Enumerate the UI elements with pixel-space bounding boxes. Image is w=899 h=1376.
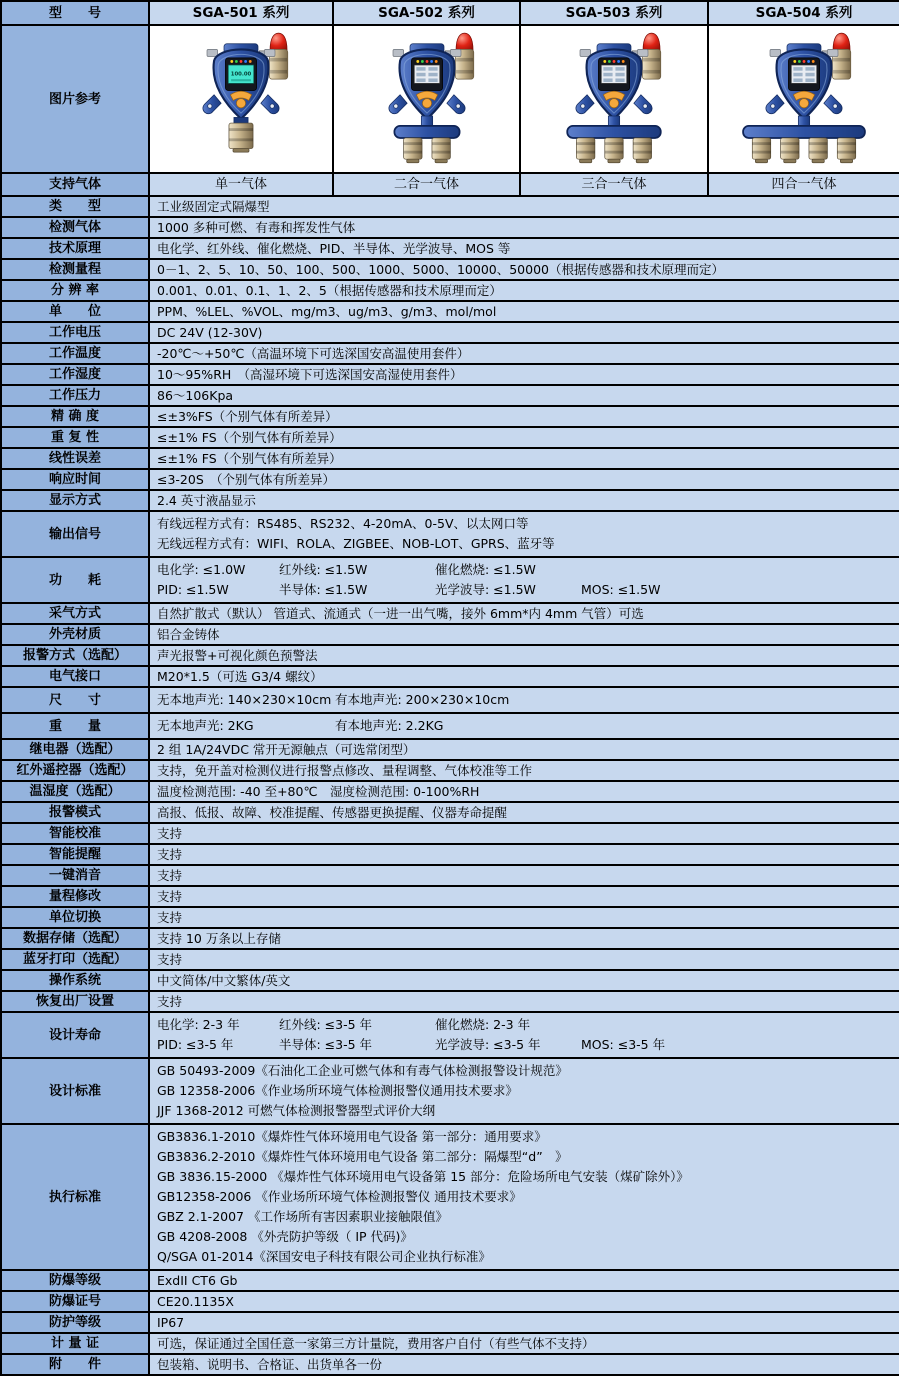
sga-504-detector-photo [708,25,899,173]
row-value [149,1124,899,1270]
row-value: 支持，免开盖对检测仪进行报警点修改、量程调整、气体校准等工作 [149,760,899,781]
row-value: 声光报警+可视化颜色预警法 [149,645,899,666]
row-label: 单位切换 [1,907,149,928]
spec-row [1,865,899,886]
spec-row [1,1058,899,1124]
row-label: 工作压力 [1,385,149,406]
row-value: 支持 [149,949,899,970]
svg-text:100.00: 100.00 [230,71,252,78]
spec-row [1,645,899,666]
model-name-sga-502: SGA-502 系列 [333,1,520,25]
spec-row [1,322,899,343]
value-segment: PID: ≤1.5W [157,582,229,597]
row-label: 精 确 度 [1,406,149,427]
row-label: 外壳材质 [1,624,149,645]
row-value: ≤±1% FS（个别气体有所差异） [149,427,899,448]
spec-row [1,713,899,739]
row-label: 量程修改 [1,886,149,907]
detector-svg [353,31,501,167]
row-value: ≤±1% FS（个别气体有所差异） [149,448,899,469]
value-segment: 无本地声光: 2KG [157,718,254,733]
row-label: 分 辨 率 [1,280,149,301]
gas-detector-illustration-2-sensors [353,89,501,108]
row-value: -20℃～+50℃（高温环境下可选深国安高温使用套件） [149,343,899,364]
row-value: 0.001、0.01、0.1、1、2、5（根据传感器和技术原理而定） [149,280,899,301]
row-value [149,1012,899,1058]
spec-row [1,448,899,469]
row-label: 检测量程 [1,259,149,280]
image-row [1,25,899,173]
spec-row [1,469,899,490]
spec-row [1,217,899,238]
value-line: GBZ 2.1-2007 《工作场所有害因素职业接触限值》 [157,1209,448,1224]
model-header-row [1,1,899,25]
gas-detector-illustration-4-sensors [730,89,878,108]
row-label: 附 件 [1,1354,149,1375]
row-value: IP67 [149,1312,899,1333]
value-line: GB 4208-2008 《外壳防护等级（ IP 代码)》 [157,1229,413,1244]
spec-row [1,603,899,624]
value-segment: MOS: ≤3-5 年 [581,1037,666,1052]
value-line [157,580,892,600]
row-label: 功 耗 [1,557,149,603]
value-line: 无线远程方式有：WIFI、ROLA、ZIGBEE、NOB-LOT、GPRS、蓝牙等 [157,536,555,551]
row-label: 数据存储（选配） [1,928,149,949]
spec-row [1,1333,899,1354]
row-value: DC 24V (12-30V) [149,322,899,343]
value-segment: 红外线: ≤1.5W [279,562,368,577]
row-label: 设计标准 [1,1058,149,1124]
row-value: 中文简体/中文繁体/英文 [149,970,899,991]
row-label: 报警方式（选配） [1,645,149,666]
value-segment: 光学波导: ≤1.5W [435,582,536,597]
model-name-sga-501: SGA-501 系列 [149,1,333,25]
row-label: 工作湿度 [1,364,149,385]
value-segment: 红外线: ≤3-5 年 [279,1017,373,1032]
spec-row [1,364,899,385]
row-label: 线性误差 [1,448,149,469]
spec-row [1,1124,899,1270]
row-label: 检测气体 [1,217,149,238]
row-label: 智能校准 [1,823,149,844]
row-label: 尺 寸 [1,687,149,713]
value-segment: 电化学: 2-3 年 [157,1017,240,1032]
row-value: ExdII CT6 Gb [149,1270,899,1291]
row-value: 1000 多种可燃、有毒和挥发性气体 [149,217,899,238]
value-line: GB3836.2-2010《爆炸性气体环境用电气设备 第二部分：隔爆型“d” 》 [157,1149,568,1164]
spec-row [1,949,899,970]
spec-row [1,511,899,557]
value-segment: 无本地声光: 140×230×10cm [157,692,332,707]
row-value: 2.4 英寸液晶显示 [149,490,899,511]
row-label: 一键消音 [1,865,149,886]
row-value: 温度检测范围: -40 至+80℃ 湿度检测范围: 0-100%RH [149,781,899,802]
spec-row [1,970,899,991]
spec-row [1,238,899,259]
value-line [157,690,892,710]
detector-svg [540,31,688,167]
value-line: GB12358-2006 《作业场所环境气体检测报警仪 通用技术要求》 [157,1189,522,1204]
row-value: 支持 [149,907,899,928]
value-segment: 光学波导: ≤3-5 年 [435,1037,541,1052]
row-value: 10～95%RH （高湿环境下可选深国安高湿使用套件） [149,364,899,385]
spec-row [1,280,899,301]
value-segment: 催化燃烧: ≤1.5W [435,562,536,577]
spec-row [1,844,899,865]
spec-row [1,301,899,322]
spec-row [1,557,899,603]
row-label: 工作电压 [1,322,149,343]
row-label-image: 图片参考 [1,25,149,173]
row-value: ≤3-20S （个别气体有所差异） [149,469,899,490]
spec-row [1,1270,899,1291]
row-label: 类 型 [1,196,149,217]
row-value: 支持 [149,991,899,1012]
row-label: 工作温度 [1,343,149,364]
row-value: 铝合金铸体 [149,624,899,645]
value-line: JJF 1368-2012 可燃气体检测报警器型式评价大纲 [157,1103,436,1118]
spec-row [1,1012,899,1058]
gas-row [1,173,899,196]
row-value: ≤±3%FS（个别气体有所差异） [149,406,899,427]
spec-row [1,1354,899,1375]
spec-row [1,624,899,645]
row-label: 蓝牙打印（选配） [1,949,149,970]
gas-value-4: 四合一气体 [708,173,899,196]
row-label: 恢复出厂设置 [1,991,149,1012]
gas-value-2: 二合一气体 [333,173,520,196]
row-value: 0－1、2、5、10、50、100、500、1000、5000、10000、50000（根据传感器和技术原理而定） [149,259,899,280]
row-label: 智能提醒 [1,844,149,865]
row-label: 操作系统 [1,970,149,991]
value-line: GB 3836.15-2000 《爆炸性气体环境用电气设备第 15 部分：危险场所电气安装（煤矿除外）》 [157,1169,689,1184]
spec-row [1,739,899,760]
row-value: 工业级固定式隔爆型 [149,196,899,217]
sga-503-detector-photo [520,25,708,173]
gas-detector-illustration-1-sensor [167,71,315,108]
spec-row [1,343,899,364]
value-segment: 有本地声光: 200×230×10cm [335,692,510,707]
row-label: 温湿度（选配） [1,781,149,802]
row-value [149,1058,899,1124]
row-value: 支持 [149,865,899,886]
row-label: 电气接口 [1,666,149,687]
row-value: 支持 [149,844,899,865]
spec-row [1,490,899,511]
row-label: 重 复 性 [1,427,149,448]
gas-value-1: 单一气体 [149,173,333,196]
row-value: 支持 10 万条以上存储 [149,928,899,949]
value-line: GB 12358-2006《作业场所环境气体检测报警仪通用技术要求》 [157,1083,518,1098]
row-value [149,511,899,557]
spec-row [1,1291,899,1312]
value-line [157,1035,892,1055]
model-name-sga-504: SGA-504 系列 [708,1,899,25]
row-value [149,687,899,713]
row-value: 可选，保证通过全国任意一家第三方计量院，费用客户自付（有些气体不支持） [149,1333,899,1354]
detector-svg [167,31,315,167]
row-value: CE20.1135X [149,1291,899,1312]
row-label: 单 位 [1,301,149,322]
row-label: 设计寿命 [1,1012,149,1058]
row-value: 包装箱、说明书、合格证、出货单各一份 [149,1354,899,1375]
row-label: 输出信号 [1,511,149,557]
spec-row [1,385,899,406]
row-label: 显示方式 [1,490,149,511]
spec-row [1,427,899,448]
row-label-model: 型 号 [1,1,149,25]
spec-row [1,666,899,687]
row-label: 防爆证号 [1,1291,149,1312]
sga-502-detector-photo [333,25,520,173]
row-label: 防爆等级 [1,1270,149,1291]
row-label: 计 量 证 [1,1333,149,1354]
spec-row [1,886,899,907]
row-value: 电化学、红外线、催化燃烧、PID、半导体、光学波导、MOS 等 [149,238,899,259]
value-line: 有线远程方式有：RS485、RS232、4-20mA、0-5V、以太网口等 [157,516,529,531]
spec-row [1,259,899,280]
spec-row [1,687,899,713]
value-line [157,716,892,736]
row-label: 响应时间 [1,469,149,490]
model-name-sga-503: SGA-503 系列 [520,1,708,25]
spec-row [1,781,899,802]
row-label: 防护等级 [1,1312,149,1333]
row-label-gas: 支持气体 [1,173,149,196]
row-label: 采气方式 [1,603,149,624]
row-value: PPM、%LEL、%VOL、mg/m3、ug/m3、g/m3、mol/mol [149,301,899,322]
value-line: GB3836.1-2010《爆炸性气体环境用电气设备 第一部分：通用要求》 [157,1129,547,1144]
row-value [149,713,899,739]
value-line: Q/SGA 01-2014《深国安电子科技有限公司企业执行标准》 [157,1249,491,1264]
spec-row [1,760,899,781]
spec-row [1,196,899,217]
spec-row [1,406,899,427]
value-line [157,1015,892,1035]
value-segment: 催化燃烧: 2-3 年 [435,1017,531,1032]
row-value: 支持 [149,823,899,844]
value-segment: MOS: ≤1.5W [581,582,661,597]
row-label: 执行标准 [1,1124,149,1270]
row-value: 高报、低报、故障、校准提醒、传感器更换提醒、仪器寿命提醒 [149,802,899,823]
value-segment: 电化学: ≤1.0W [157,562,246,577]
gas-detector-illustration-3-sensors [540,89,688,108]
spec-row [1,1312,899,1333]
spec-row [1,991,899,1012]
detector-svg [730,31,878,167]
row-value: 2 组 1A/24VDC 常开无源触点（可选常闭型） [149,739,899,760]
value-segment: 有本地声光: 2.2KG [335,718,444,733]
row-label: 红外遥控器（选配） [1,760,149,781]
value-segment: 半导体: ≤3-5 年 [279,1037,373,1052]
gas-value-3: 三合一气体 [520,173,708,196]
row-value: 自然扩散式（默认） 管道式、流通式（一进一出气嘴，接外 6mm*内 4mm 气管）可选 [149,603,899,624]
row-label: 继电器（选配） [1,739,149,760]
row-value: 86～106Kpa [149,385,899,406]
row-value: 支持 [149,886,899,907]
row-label: 报警模式 [1,802,149,823]
spec-row [1,907,899,928]
sga-501-detector-photo [149,25,333,173]
row-value [149,557,899,603]
spec-row [1,928,899,949]
value-segment: PID: ≤3-5 年 [157,1037,234,1052]
row-label: 重 量 [1,713,149,739]
value-segment: 半导体: ≤1.5W [279,582,368,597]
row-label: 技术原理 [1,238,149,259]
spec-row [1,802,899,823]
value-line [157,560,892,580]
row-value: M20*1.5（可选 G3/4 螺纹） [149,666,899,687]
value-line: GB 50493-2009《石油化工企业可燃气体和有毒气体检测报警设计规范》 [157,1063,568,1078]
spec-row [1,823,899,844]
